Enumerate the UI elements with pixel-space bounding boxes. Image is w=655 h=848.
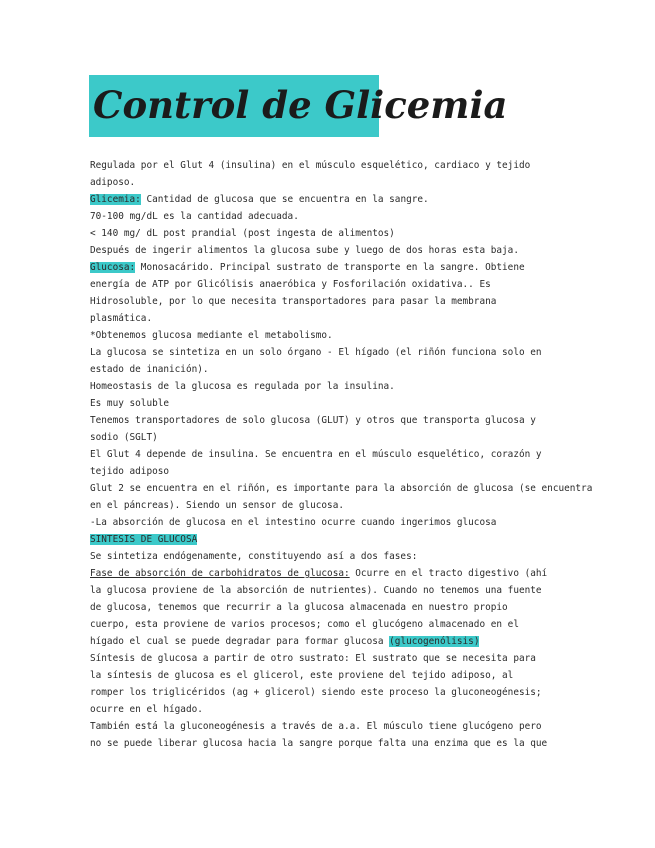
line-text: El Glut 4 depende de insulina. Se encuentra en el músculo esquelético, corazón y xyxy=(90,449,542,460)
highlighted-term: Glucosa: xyxy=(90,262,136,273)
highlighted-term: SINTESIS DE GLUCOSA xyxy=(90,534,198,545)
line-text: Glut 2 se encuentra en el riñón, es importante para la absorción de glucosa (se encuentra xyxy=(90,483,593,494)
line-text: Cantidad de glucosa que se encuentra en la sangre. xyxy=(140,194,429,205)
text-line xyxy=(90,633,570,650)
text-line xyxy=(90,531,570,548)
text-line xyxy=(90,565,570,582)
text-line xyxy=(90,650,570,667)
text-line xyxy=(90,497,570,514)
text-line xyxy=(90,599,570,616)
text-line xyxy=(90,616,570,633)
text-line xyxy=(90,293,570,310)
text-line xyxy=(90,480,593,497)
text-line xyxy=(90,548,570,565)
text-line xyxy=(90,310,570,327)
line-text: *Obtenemos glucosa mediante el metabolismo. xyxy=(90,330,333,341)
highlighted-term: (glucogenólisis) xyxy=(389,636,480,647)
text-line xyxy=(90,429,570,446)
line-text: También está la gluconeogénesis a través de a.a. El músculo tiene glucógeno pero xyxy=(90,721,542,732)
line-text: la síntesis de glucosa es el glicerol, este proviene del tejido adiposo, al xyxy=(90,670,514,681)
text-line xyxy=(90,701,570,718)
line-text: Tenemos transportadores de solo glucosa (GLUT) y otros que transporta glucosa y xyxy=(90,415,536,426)
text-line xyxy=(90,361,570,378)
text-line xyxy=(90,446,570,463)
text-line xyxy=(90,242,570,259)
line-text: Homeostasis de la glucosa es regulada por la insulina. xyxy=(90,381,395,392)
line-text: 70-100 mg/dL es la cantidad adecuada. xyxy=(90,211,299,222)
text-line xyxy=(90,684,570,701)
line-text: estado de inanición). xyxy=(90,364,209,375)
line-text: cuerpo, esta proviene de varios procesos; como el glucógeno almacenado en el xyxy=(90,619,519,630)
text-line xyxy=(90,514,570,531)
line-text: no se puede liberar glucosa hacia la sangre porque falta una enzima que es la que xyxy=(90,738,548,749)
text-line xyxy=(90,327,570,344)
text-line xyxy=(90,735,570,752)
line-text: La glucosa se sintetiza en un solo órgano - El hígado (el riñón funciona solo en xyxy=(90,347,542,358)
line-text: adiposo. xyxy=(90,177,136,188)
text-line xyxy=(90,157,570,174)
line-text: tejido adiposo xyxy=(90,466,170,477)
text-line xyxy=(90,259,570,276)
text-line xyxy=(90,412,570,429)
line-text: -La absorción de glucosa en el intestino ocurre cuando ingerimos glucosa xyxy=(90,517,497,528)
text-line xyxy=(90,582,570,599)
line-text: Ocurre en el tracto digestivo (ahí xyxy=(349,568,548,579)
line-text: de glucosa, tenemos que recurrir a la glucosa almacenada en nuestro propio xyxy=(90,602,508,613)
title-banner xyxy=(89,75,508,137)
line-text: Hidrosoluble, por lo que necesita transportadores para pasar la membrana xyxy=(90,296,497,307)
text-line xyxy=(90,344,570,361)
text-line xyxy=(90,718,570,735)
underlined-heading: Fase de absorción de carbohidratos de glucosa: xyxy=(90,568,350,579)
page-title: Control de Glicemia xyxy=(93,83,508,127)
line-text: energía de ATP por Glicólisis anaeróbica y Fosforilación oxidativa.. Es xyxy=(90,279,491,290)
line-text: en el páncreas). Siendo un sensor de glucosa. xyxy=(90,500,344,511)
line-text: < 140 mg/ dL post prandial (post ingesta de alimentos) xyxy=(90,228,395,239)
text-line xyxy=(90,208,570,225)
text-line xyxy=(90,174,570,191)
document-body xyxy=(90,157,593,752)
text-line xyxy=(90,191,570,208)
line-text: Después de ingerir alimentos la glucosa sube y luego de dos horas esta baja. xyxy=(90,245,519,256)
highlighted-term: Glicemia: xyxy=(90,194,141,205)
line-text: romper los triglicéridos (ag + glicerol) siendo este proceso la gluconeogénesis; xyxy=(90,687,542,698)
text-line xyxy=(90,225,570,242)
line-text: sodio (SGLT) xyxy=(90,432,158,443)
line-text: Monosacárido. Principal sustrato de transporte en la sangre. Obtiene xyxy=(135,262,525,273)
line-text: Síntesis de glucosa a partir de otro sustrato: El sustrato que se necesita para xyxy=(90,653,536,664)
line-text: Es muy soluble xyxy=(90,398,170,409)
text-line xyxy=(90,667,570,684)
text-line xyxy=(90,276,570,293)
line-text: ocurre en el hígado. xyxy=(90,704,203,715)
text-line xyxy=(90,378,570,395)
line-text: hígado el cual se puede degradar para formar glucosa xyxy=(90,636,390,647)
text-line xyxy=(90,395,570,412)
line-text: Se sintetiza endógenamente, constituyendo así a dos fases: xyxy=(90,551,418,562)
text-line xyxy=(90,463,570,480)
line-text: la glucosa proviene de la absorción de nutrientes). Cuando no tenemos una fuente xyxy=(90,585,542,596)
line-text: plasmática. xyxy=(90,313,153,324)
line-text: Regulada por el Glut 4 (insulina) en el músculo esquelético, cardiaco y tejido xyxy=(90,160,531,171)
